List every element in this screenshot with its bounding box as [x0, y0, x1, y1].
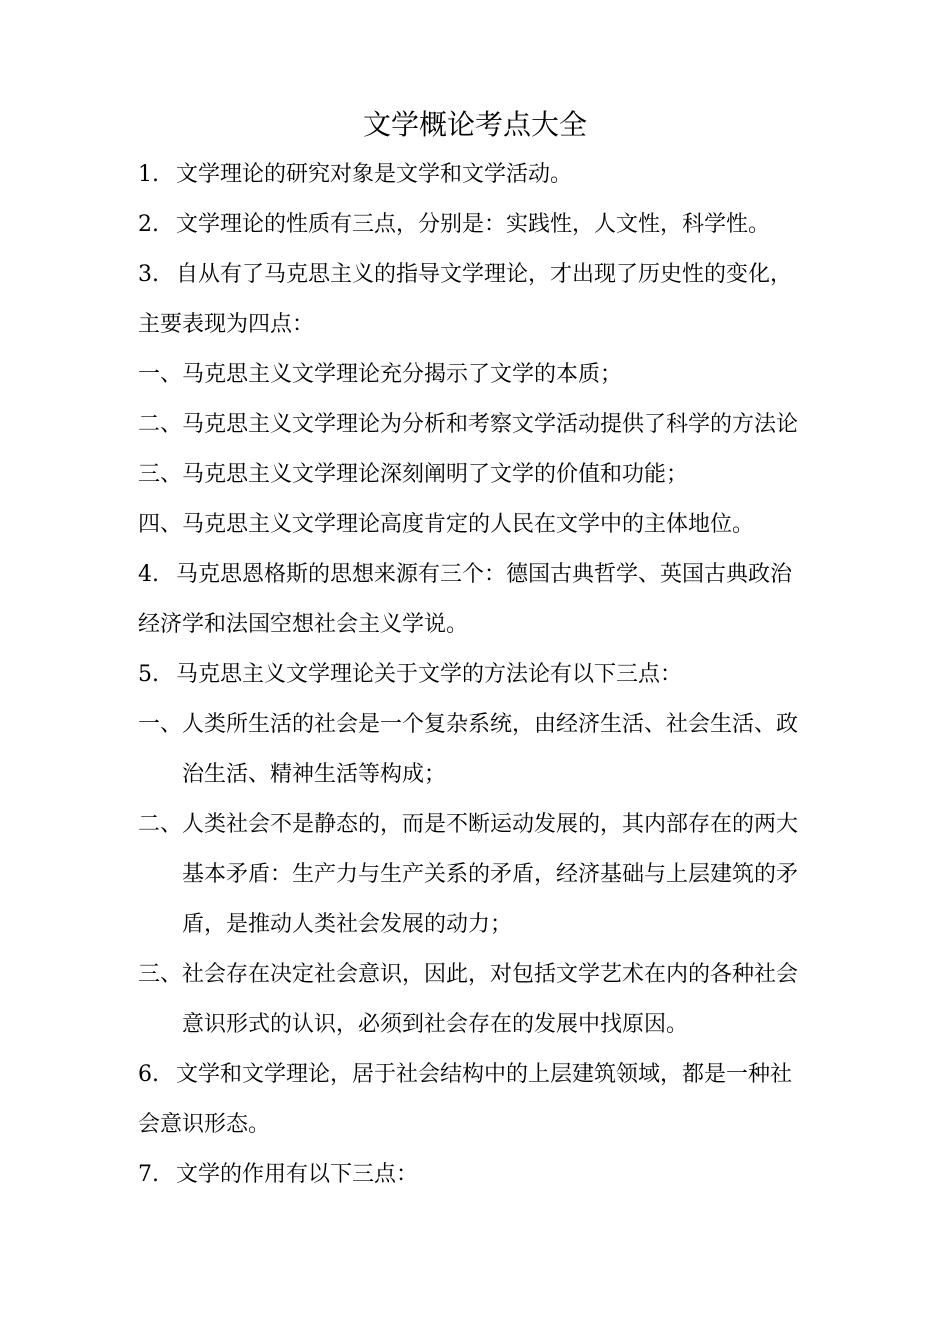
- numbered-item: [138, 1050, 818, 1100]
- sub-item-continuation: 意识形式的认识，必须到社会存在的发展中找原因。: [182, 1012, 689, 1037]
- sub-item: 三、社会存在决定社会意识，因此，对包括文学艺术在内的各种社会: [138, 962, 799, 987]
- sub-item-continuation: 基本矛盾：生产力与生产关系的矛盾，经济基础与上层建筑的矛: [182, 862, 799, 887]
- item-number: 7.: [138, 1162, 159, 1187]
- item-number: 3.: [138, 262, 159, 287]
- item-number: 1.: [138, 162, 159, 187]
- document-title: 文学概论考点大全: [362, 108, 587, 141]
- item-text: 马克思主义文学理论关于文学的方法论有以下三点：: [176, 662, 683, 687]
- sub-item-continuation: 治生活、精神生活等构成；: [182, 762, 447, 787]
- item-text: 文学的作用有以下三点：: [176, 1162, 419, 1187]
- sub-item-continuation: 盾，是推动人类社会发展的动力；: [182, 912, 513, 937]
- sub-item: 三、马克思主义文学理论深刻阐明了文学的价值和功能；: [138, 462, 689, 487]
- item-continuation: 主要表现为四点：: [138, 312, 315, 337]
- numbered-item: [138, 650, 818, 700]
- item-number: 5.: [138, 662, 159, 687]
- item-text: 自从有了马克思主义的指导文学理论，才出现了历史性的变化，: [176, 262, 793, 287]
- item-continuation: 经济学和法国空想社会主义学说。: [138, 612, 469, 637]
- item-continuation: 会意识形态。: [138, 1112, 271, 1137]
- numbered-item: [138, 200, 818, 250]
- item-text: 文学和文学理论，居于社会结构中的上层建筑领域，都是一种社: [176, 1062, 793, 1087]
- numbered-item: [138, 150, 818, 200]
- sub-item: 一、马克思主义文学理论充分揭示了文学的本质；: [138, 362, 623, 387]
- item-number: 4.: [138, 562, 159, 587]
- sub-item: 二、人类社会不是静态的，而是不断运动发展的，其内部存在的两大: [138, 812, 799, 837]
- item-number: 6.: [138, 1062, 159, 1087]
- numbered-item: [138, 1150, 818, 1200]
- item-text: 文学理论的性质有三点，分别是：实践性，人文性，科学性。: [176, 212, 771, 237]
- numbered-item: [138, 250, 818, 300]
- numbered-item: [138, 550, 818, 600]
- sub-item: 一、人类所生活的社会是一个复杂系统，由经济生活、社会生活、政: [138, 712, 799, 737]
- item-number: 2.: [138, 212, 159, 237]
- sub-item: 二、马克思主义文学理论为分析和考察文学活动提供了科学的方法论: [138, 412, 799, 437]
- item-text: 文学理论的研究对象是文学和文学活动。: [176, 162, 573, 187]
- sub-item: 四、马克思主义文学理论高度肯定的人民在文学中的主体地位。: [138, 512, 755, 537]
- item-text: 马克思恩格斯的思想来源有三个：德国古典哲学、英国古典政治: [176, 562, 793, 587]
- document-body: [138, 150, 818, 1200]
